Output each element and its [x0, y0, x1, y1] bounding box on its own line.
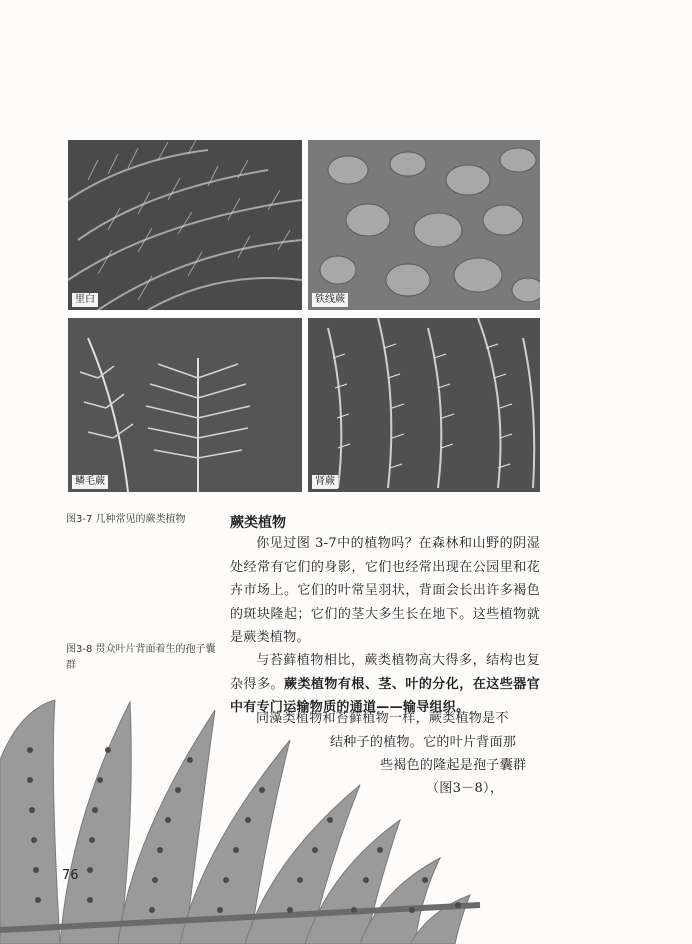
photo-shenjue: [308, 318, 540, 492]
photo-label-libai: 里白: [72, 293, 98, 307]
photo-label-shenjue: 肾蕨: [312, 475, 338, 489]
paragraph-1: [230, 532, 540, 650]
photo-tiexianjue: [308, 140, 540, 310]
photo-label-tiexianjue: 铁线蕨: [312, 293, 348, 307]
fern-frond-illustration: [0, 690, 692, 944]
photo-linmaojue: [68, 318, 302, 492]
paragraph-1-text: 你见过图 3-7中的植物吗？在森林和山野的阴湿处经常有它们的身影，它们也经常出现在公园里和花卉市场上。它们的叶常呈羽状，背面会长出许多褐色的斑块隆起；它们的茎大多生长在地下。这些植物就是蕨类植物。: [230, 536, 540, 645]
fern-photo-4: [308, 318, 540, 492]
photo-label-linmaojue: 鳞毛蕨: [72, 475, 108, 489]
fern-photo-1: [68, 140, 302, 310]
paragraph-3-line3-text: 些褐色的隆起是孢子囊群: [380, 758, 527, 773]
paragraph-2-bold: 蕨类植物有根、茎、叶的分化，在这些器官中有专门运输物质的通道——输导组织。: [230, 676, 541, 715]
section-title: 蕨类植物: [230, 515, 286, 531]
paragraph-3-line4-text: （图3－8），: [426, 781, 504, 796]
figure-caption-3-8: 图3-8 贯众叶片背面着生的孢子囊群: [66, 644, 216, 671]
fern-photo-2: [308, 140, 540, 310]
figure-caption-3-7: 图3-7 几种常见的蕨类植物: [66, 514, 186, 525]
paragraph-3-line2-text: 结种子的植物。它的叶片背面那: [330, 735, 517, 750]
paragraph-2-text: 与苔藓植物相比，蕨类植物高大得多，结构也复杂得多。: [230, 653, 540, 692]
photo-libai: [68, 140, 302, 310]
fern-photo-3: [68, 318, 302, 492]
page-number: 76: [62, 868, 79, 883]
paragraph-3-line1-text: 同藻类植物和苔藓植物一样，蕨类植物是不: [256, 711, 509, 726]
